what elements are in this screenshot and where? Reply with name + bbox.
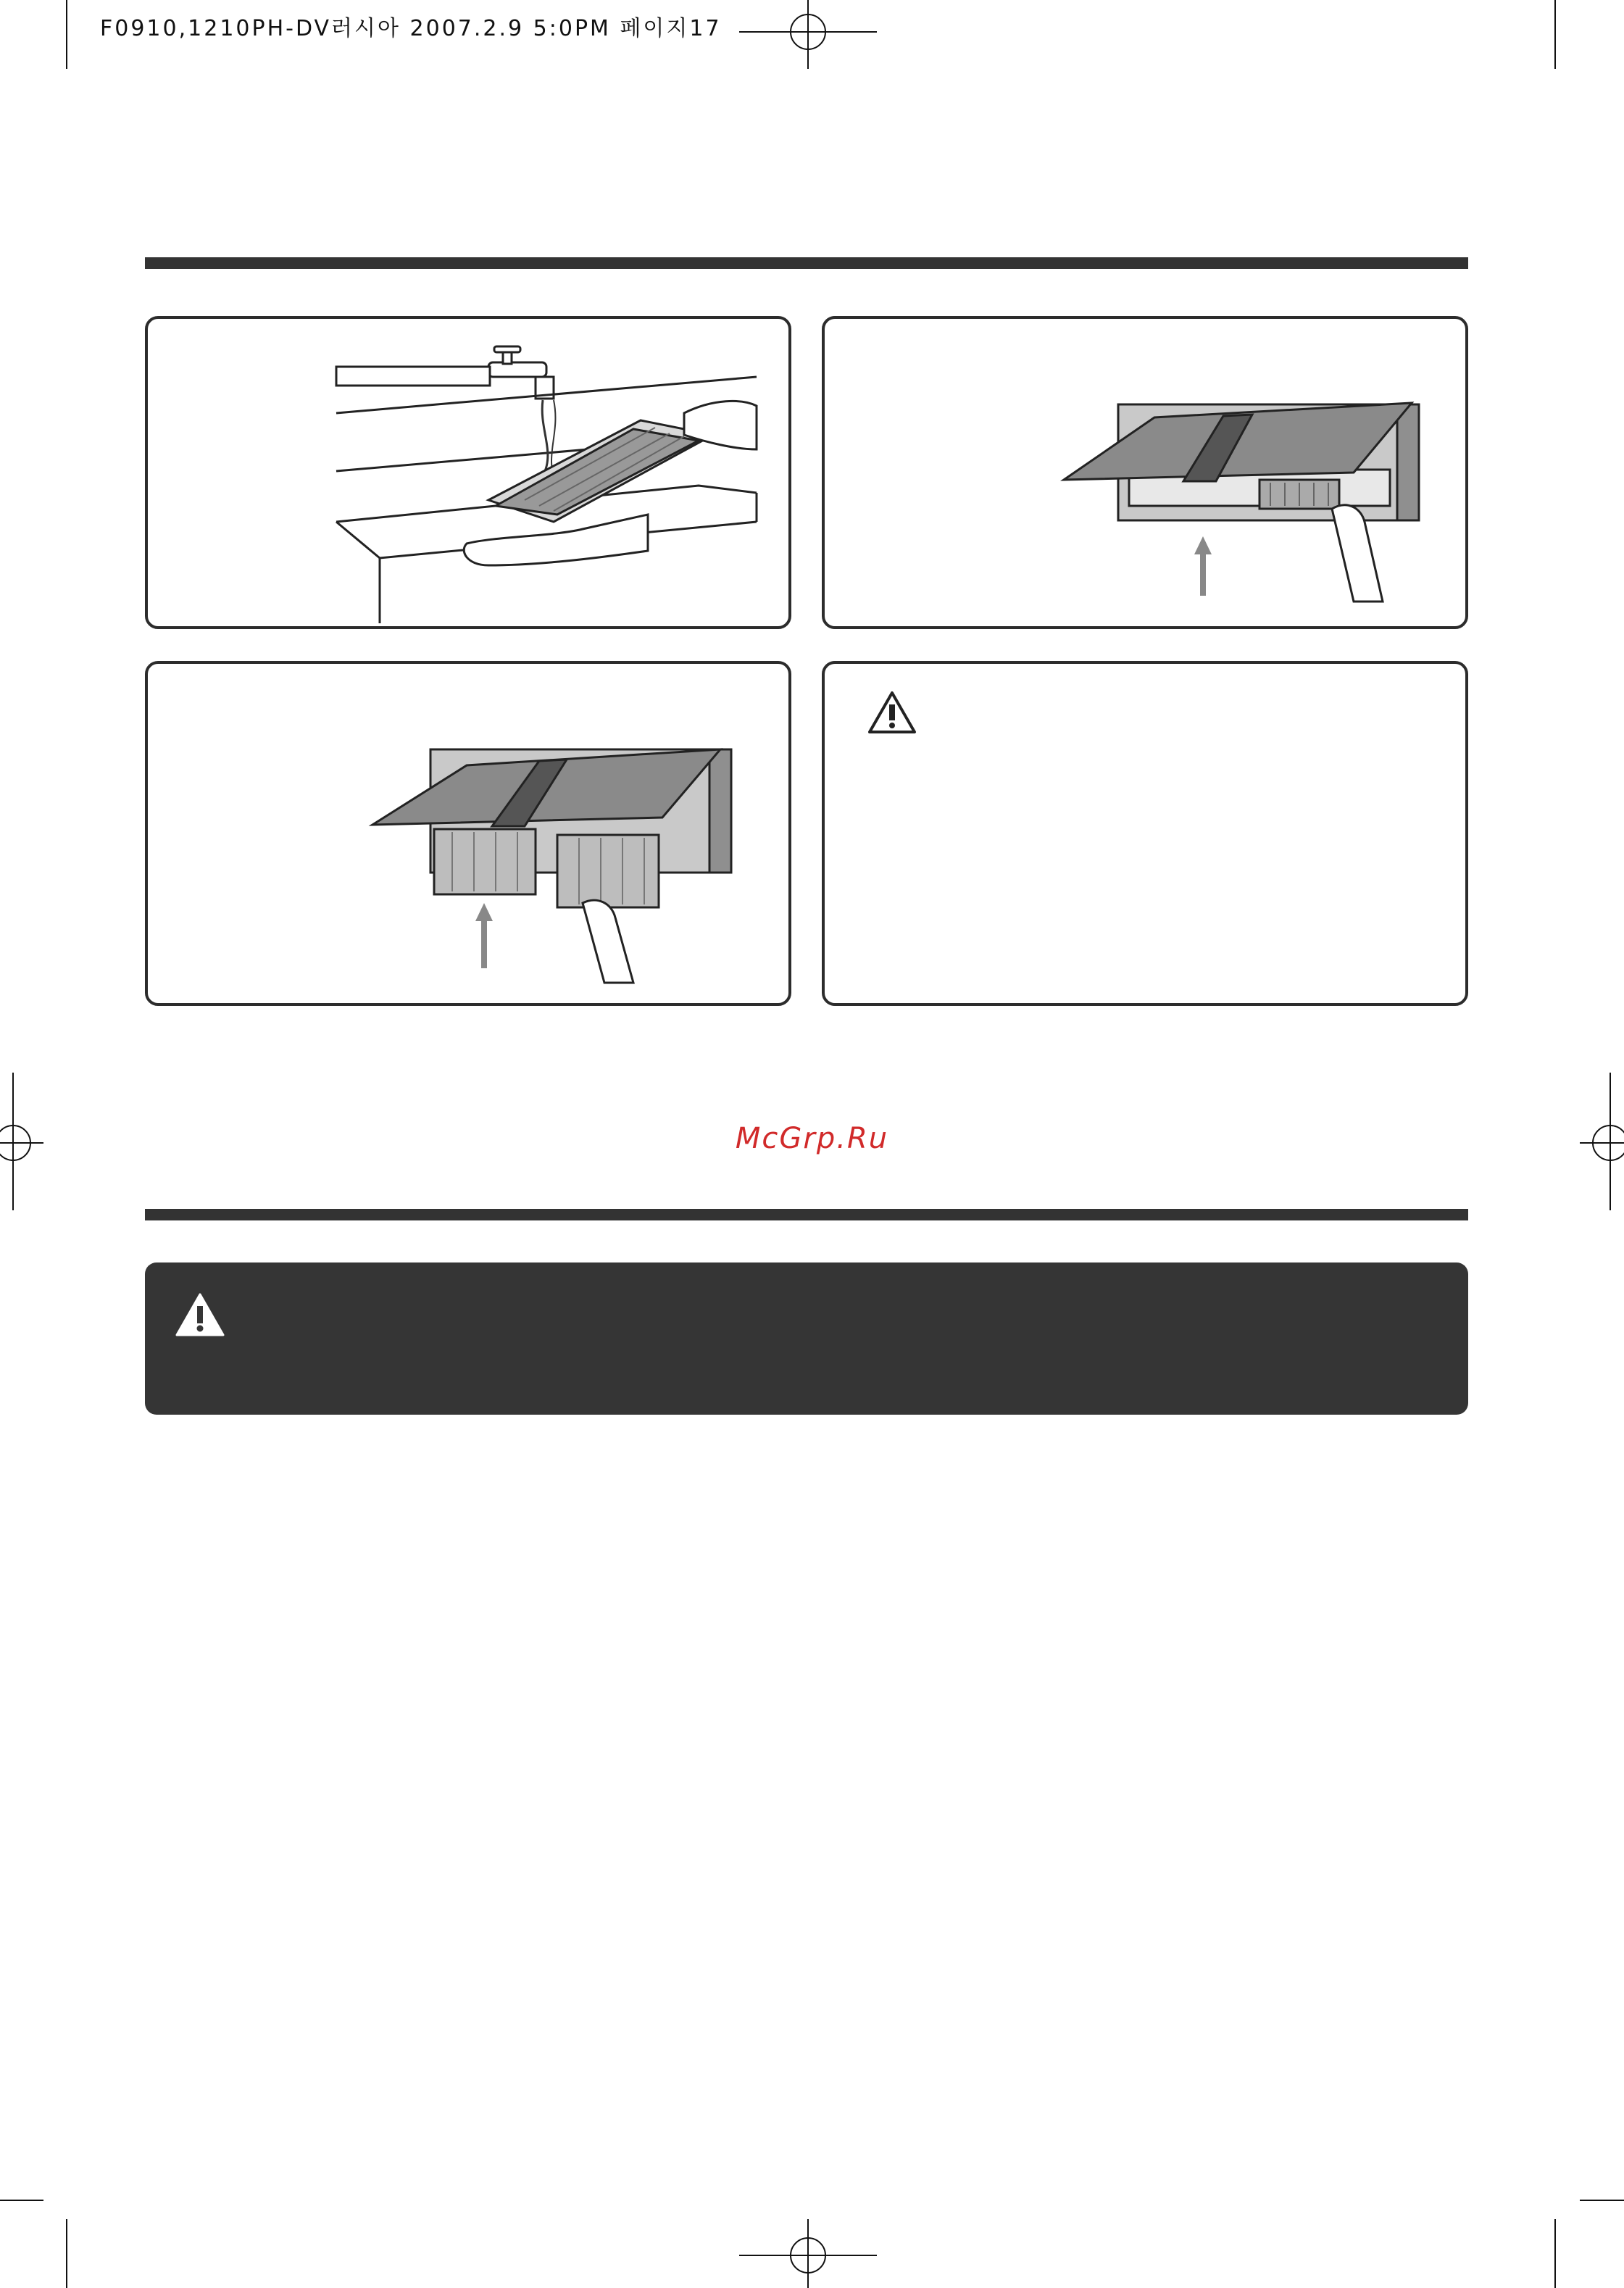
panel-wash-filter bbox=[145, 316, 791, 629]
faucet-icon bbox=[336, 346, 554, 399]
insert-filter-illustration bbox=[148, 664, 788, 1003]
watermark: McGrp.Ru bbox=[735, 1122, 889, 1155]
panel-remove-filter bbox=[822, 316, 1468, 629]
remove-filter-illustration bbox=[825, 319, 1465, 626]
section-rule-bottom bbox=[145, 1209, 1468, 1220]
arrow-up-icon bbox=[1194, 536, 1212, 596]
print-info-header: F0910,1210PH-DV러시아 2007.2.9 5:0PM 페이지17 bbox=[100, 16, 722, 41]
arrow-up-icon bbox=[475, 903, 493, 968]
panel-insert-filter bbox=[145, 661, 791, 1006]
warning-banner bbox=[145, 1262, 1468, 1415]
warning-triangle-icon bbox=[174, 1291, 226, 1338]
wash-filter-illustration bbox=[148, 319, 788, 626]
warning-triangle-icon bbox=[867, 690, 917, 735]
panel-caution bbox=[822, 661, 1468, 1006]
section-rule-top bbox=[145, 257, 1468, 269]
